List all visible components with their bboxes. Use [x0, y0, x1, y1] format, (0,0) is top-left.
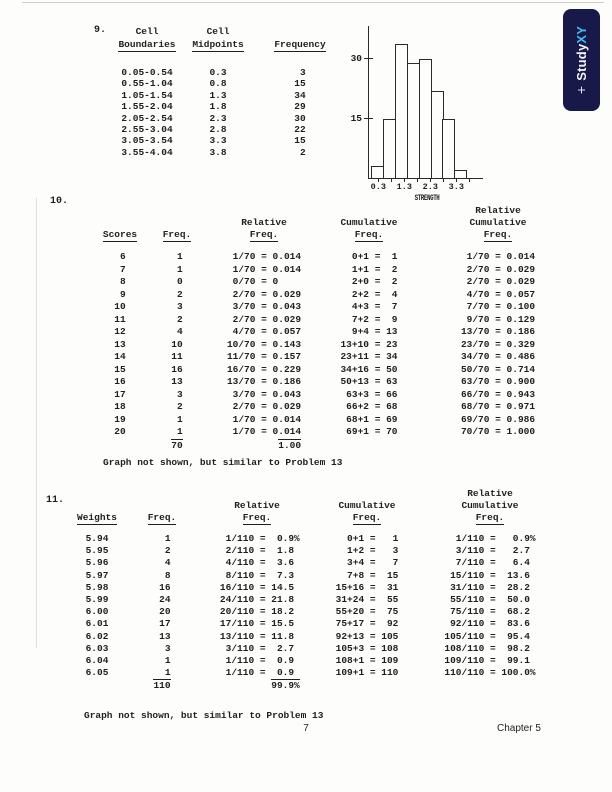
- scan-artifact-left: [36, 198, 37, 648]
- total-relative-frequency: 1.00: [278, 439, 302, 451]
- table-cell: 31+24 = 55: [335, 594, 399, 606]
- x-tick-label: 1.3: [396, 182, 412, 192]
- table-cell: 16: [153, 581, 171, 593]
- table-cell: 2.8: [209, 124, 227, 136]
- table-cell: 13: [153, 630, 171, 642]
- table-cell: 11/70 = 0.157: [226, 351, 302, 362]
- totals-row: [85, 439, 587, 453]
- header-row: [85, 205, 587, 217]
- table-cell: 7: [114, 263, 126, 275]
- table-cell: 15: [294, 78, 306, 90]
- table-cell: 3.05-3.54: [121, 135, 173, 147]
- x-tick: [443, 179, 444, 182]
- problem-11-number: 11.: [46, 495, 65, 506]
- table-cell: 0.05-0.54: [121, 67, 173, 78]
- header-row: [112, 38, 346, 52]
- table-row: [85, 414, 587, 427]
- table-cell: 50+13 = 63: [340, 376, 398, 387]
- table-cell: 4/70 = 0.057: [226, 326, 302, 337]
- table-cell: 34/70 = 0.486: [460, 351, 536, 362]
- table-cell: 5.95: [85, 545, 109, 557]
- header-row: [85, 229, 587, 242]
- table-cell: 2: [294, 146, 306, 158]
- table-cell: 15: [294, 135, 306, 147]
- table-cell: 20: [153, 606, 171, 618]
- table-cell: 15: [114, 363, 126, 375]
- table-cell: 75+17 = 92: [335, 618, 399, 630]
- table-cell: 13/110 = 11.8: [214, 630, 300, 642]
- header-cell: Freq.: [147, 512, 177, 523]
- table-cell: 13/70 = 0.186: [226, 376, 302, 387]
- table-cell: 1/110 = 0.9: [214, 667, 300, 679]
- table-cell: 109/110 = 99.1: [444, 655, 536, 667]
- table-cell: 1+1 = 2: [340, 263, 398, 275]
- table-row: [62, 570, 568, 582]
- header-row: [112, 25, 346, 38]
- table-cell: 109+1 = 110: [335, 667, 399, 679]
- header-cell: Cumulative: [469, 217, 527, 228]
- table-row: [85, 289, 587, 302]
- problem-10-number: 10.: [50, 196, 69, 207]
- table-cell: 1/110 = 0.9: [214, 655, 300, 667]
- table-cell: 2/70 = 0.029: [460, 263, 536, 275]
- table-cell: 2/70 = 0.029: [460, 276, 536, 287]
- table-cell: 30: [294, 112, 306, 124]
- table-cell: 69+1 = 70: [340, 426, 398, 437]
- table-cell: 110/110 = 100.0%: [444, 667, 536, 679]
- header-cell: Relative: [475, 205, 521, 216]
- table-cell: 2.3: [209, 112, 227, 124]
- table-row: [85, 339, 587, 352]
- table-cell: 1.55-2.04: [121, 101, 173, 113]
- table-cell: 13/70 = 0.186: [460, 326, 536, 337]
- table-cell: 1: [153, 667, 171, 679]
- table-cell: 10: [171, 338, 183, 350]
- header-cell: Relative: [467, 488, 513, 499]
- header-cell: Freq.: [483, 229, 513, 240]
- table-cell: 6.01: [85, 618, 109, 630]
- x-tick: [391, 179, 392, 182]
- table-cell: 2.05-2.54: [121, 112, 173, 124]
- table-cell: 18: [114, 401, 126, 412]
- x-tick: [417, 179, 418, 182]
- table-cell: 8: [114, 276, 126, 287]
- table-cell: 1.05-1.54: [121, 89, 173, 101]
- table-row: [85, 364, 587, 377]
- table-cell: 1/70 = 0.014: [226, 426, 302, 437]
- x-tick-label: 0.3: [370, 182, 386, 192]
- table-cell: 2+0 = 2: [340, 276, 398, 287]
- header-cell: Cell: [135, 26, 159, 37]
- table-cell: 1: [153, 655, 171, 667]
- studyxy-watermark-badge[interactable]: [563, 9, 600, 111]
- table-cell: 1: [171, 413, 183, 425]
- table-row: [112, 90, 346, 101]
- table-cell: 19: [114, 413, 126, 425]
- header-cell: Freq.: [354, 229, 384, 240]
- table-cell: 0.8: [209, 78, 227, 90]
- y-tick: [350, 53, 373, 64]
- table-cell: 1+2 = 3: [335, 545, 399, 557]
- page-number: 7: [303, 723, 309, 734]
- table-cell: 6.03: [85, 642, 109, 654]
- table-cell: 0+1 = 1: [335, 533, 399, 544]
- table-row: [112, 67, 346, 78]
- total-frequency: 110: [153, 680, 171, 692]
- table-cell: 3: [171, 301, 183, 312]
- table-cell: 15/110 = 13.6: [444, 569, 536, 581]
- graph-note-problem-10: Graph not shown, but similar to Problem 13: [103, 457, 343, 468]
- table-cell: 15+16 = 31: [335, 581, 399, 593]
- table-cell: 17: [153, 618, 171, 630]
- table-cell: 1.8: [209, 101, 227, 113]
- header-row: [62, 488, 568, 500]
- table-cell: 5.94: [85, 533, 109, 544]
- table-cell: 1.3: [209, 89, 227, 101]
- problem-9-table: [112, 25, 346, 158]
- table-row: [62, 631, 568, 643]
- table-cell: 6.00: [85, 606, 109, 618]
- table-cell: 63+3 = 66: [340, 388, 398, 400]
- header-row: [62, 500, 568, 512]
- table-cell: 2: [153, 545, 171, 557]
- graph-note-problem-11: Graph not shown, but similar to Problem 13: [84, 710, 324, 721]
- problem-11-table: [62, 488, 568, 693]
- table-cell: 70/70 = 1.000: [460, 426, 536, 437]
- table-cell: 11: [114, 313, 126, 325]
- histogram-bar: [454, 170, 467, 178]
- table-cell: 1/70 = 0.014: [226, 263, 302, 275]
- y-tick: [350, 113, 373, 124]
- table-cell: 105/110 = 95.4: [444, 630, 536, 642]
- studyxy-logo: [574, 26, 590, 94]
- plus-icon: +: [573, 85, 590, 95]
- table-body: [62, 533, 568, 679]
- table-cell: 6: [114, 251, 126, 262]
- table-cell: 24/110 = 21.8: [214, 594, 300, 606]
- table-row: [62, 655, 568, 667]
- chapter-label: Chapter 5: [497, 723, 541, 734]
- x-tick-label: 3.3: [448, 182, 464, 192]
- table-cell: 5.97: [85, 569, 109, 581]
- table-cell: 7+2 = 9: [340, 313, 398, 325]
- table-cell: 5.99: [85, 594, 109, 606]
- table-cell: 2: [171, 288, 183, 300]
- table-row: [85, 401, 587, 414]
- header-cell: Freq.: [352, 512, 382, 523]
- header-cell: Boundaries: [118, 39, 176, 50]
- table-cell: 3/70 = 0.043: [226, 301, 302, 312]
- table-row: [85, 351, 587, 364]
- table-row: [112, 101, 346, 112]
- strength-histogram: [350, 26, 500, 203]
- table-cell: 92/110 = 83.6: [444, 618, 536, 630]
- y-tick-label: 30: [350, 53, 362, 64]
- table-row: [62, 545, 568, 557]
- table-body: [85, 251, 587, 439]
- table-cell: 3+4 = 7: [335, 557, 399, 569]
- table-cell: 2: [171, 401, 183, 412]
- header-cell: Freq.: [162, 229, 192, 240]
- table-cell: 31/110 = 28.2: [444, 581, 536, 593]
- table-cell: 3: [153, 642, 171, 654]
- table-cell: 3.55-4.04: [121, 146, 173, 158]
- table-cell: 7/110 = 6.4: [444, 557, 536, 569]
- table-row: [85, 314, 587, 327]
- table-cell: 2/110 = 1.8: [214, 545, 300, 557]
- table-cell: 4+3 = 7: [340, 301, 398, 312]
- table-cell: 1/70 = 0.014: [226, 251, 302, 262]
- table-row: [112, 135, 346, 146]
- table-cell: 16/110 = 14.5: [214, 581, 300, 593]
- table-cell: 29: [294, 101, 306, 113]
- table-cell: 13: [171, 376, 183, 387]
- table-cell: 8/110 = 7.3: [214, 569, 300, 581]
- scan-artifact-top: [22, 2, 604, 3]
- table-row: [62, 667, 568, 679]
- table-cell: 108/110 = 98.2: [444, 642, 536, 654]
- table-row: [62, 557, 568, 569]
- table-cell: 75/110 = 68.2: [444, 606, 536, 618]
- table-cell: 66+2 = 68: [340, 401, 398, 412]
- table-cell: 9/70 = 0.129: [460, 313, 536, 325]
- table-cell: 1: [153, 533, 171, 544]
- header-cell: Cumulative: [340, 217, 398, 228]
- table-cell: 23+11 = 34: [340, 351, 398, 362]
- table-cell: 3.8: [209, 146, 227, 158]
- header-cell: Relative: [241, 217, 287, 228]
- table-row: [112, 78, 346, 89]
- table-cell: 68/70 = 0.971: [460, 401, 536, 412]
- table-row: [62, 618, 568, 630]
- table-cell: 3: [171, 388, 183, 400]
- table-cell: 4/110 = 3.6: [214, 557, 300, 569]
- table-row: [85, 389, 587, 402]
- header-cell: Relative: [234, 500, 280, 511]
- table-cell: 55+20 = 75: [335, 606, 399, 618]
- table-cell: 69/70 = 0.986: [460, 413, 536, 425]
- y-tick-label: 15: [350, 113, 362, 124]
- brand-xy: XY: [574, 25, 590, 44]
- table-cell: 92+13 = 105: [335, 630, 399, 642]
- table-row: [112, 147, 346, 158]
- table-body: [112, 67, 346, 158]
- table-row: [112, 113, 346, 124]
- table-cell: 0+1 = 1: [340, 251, 398, 262]
- table-cell: 13: [114, 338, 126, 350]
- table-row: [85, 301, 587, 314]
- header-cell: Weights: [77, 512, 117, 523]
- table-cell: 2+2 = 4: [340, 288, 398, 300]
- table-row: [85, 376, 587, 389]
- header-cell: Freq.: [242, 512, 272, 523]
- table-cell: 9: [114, 288, 126, 300]
- table-cell: 10: [114, 301, 126, 312]
- table-cell: 63/70 = 0.900: [460, 376, 536, 387]
- table-cell: 17/110 = 15.5: [214, 618, 300, 630]
- table-cell: 0.55-1.04: [121, 78, 173, 90]
- table-cell: 50/70 = 0.714: [460, 363, 536, 375]
- table-cell: 2.55-3.04: [121, 124, 173, 136]
- x-tick: [469, 179, 470, 182]
- table-cell: 3/110 = 2.7: [444, 545, 536, 557]
- histogram-x-label: STRENGTH: [414, 194, 440, 203]
- table-cell: 11: [171, 351, 183, 362]
- table-cell: 6.05: [85, 667, 109, 679]
- table-row: [62, 606, 568, 618]
- table-cell: 20/110 = 18.2: [214, 606, 300, 618]
- header-cell: Freq.: [249, 229, 279, 240]
- table-cell: 1/70 = 0.014: [226, 413, 302, 425]
- header-cell: [254, 25, 346, 38]
- table-cell: 6.02: [85, 630, 109, 642]
- table-cell: 1: [171, 426, 183, 437]
- table-cell: 55/110 = 50.0: [444, 594, 536, 606]
- table-row: [85, 264, 587, 277]
- table-cell: 34+16 = 50: [340, 363, 398, 375]
- table-row: [85, 276, 587, 289]
- table-cell: 22: [294, 124, 306, 136]
- table-cell: 14: [114, 351, 126, 362]
- table-cell: 2/70 = 0.029: [226, 401, 302, 412]
- header-cell: Scores: [102, 229, 138, 240]
- table-cell: 108+1 = 109: [335, 655, 399, 667]
- table-cell: 10/70 = 0.143: [226, 338, 302, 350]
- header-cell: Cumulative: [461, 500, 519, 511]
- x-tick-label: 2.3: [422, 182, 438, 192]
- table-cell: 1/110 = 0.9%: [214, 533, 300, 544]
- table-cell: 3.3: [209, 135, 227, 147]
- problem-10-table: [85, 205, 587, 452]
- table-cell: 1/70 = 0.014: [460, 251, 536, 262]
- header-cell: Cumulative: [338, 500, 396, 511]
- table-cell: 20: [114, 426, 126, 437]
- histogram-plot-area: [350, 26, 483, 179]
- header-cell: Freq.: [475, 512, 505, 523]
- table-cell: 16: [171, 363, 183, 375]
- table-cell: 16: [114, 376, 126, 387]
- table-cell: 23/70 = 0.329: [460, 338, 536, 350]
- header-cell: Frequency: [274, 39, 326, 50]
- table-cell: 6.04: [85, 655, 109, 667]
- header-row: [85, 217, 587, 229]
- table-row: [62, 594, 568, 606]
- table-cell: 3/70 = 0.043: [226, 388, 302, 400]
- total-frequency: 70: [171, 439, 183, 451]
- table-cell: 1: [171, 263, 183, 275]
- table-row: [62, 582, 568, 594]
- header-row: [62, 512, 568, 525]
- totals-row: [62, 679, 568, 692]
- table-cell: 0/70 = 0: [226, 276, 302, 287]
- table-cell: 7/70 = 0.100: [460, 301, 536, 312]
- table-cell: 68+1 = 69: [340, 413, 398, 425]
- table-cell: 1: [171, 251, 183, 262]
- table-cell: 34: [294, 89, 306, 101]
- table-cell: 3: [294, 67, 306, 78]
- table-cell: 13+10 = 23: [340, 338, 398, 350]
- table-row: [62, 533, 568, 545]
- table-cell: 17: [114, 388, 126, 400]
- table-row: [112, 124, 346, 135]
- header-cell: Midpoints: [192, 39, 244, 50]
- table-cell: 2/70 = 0.029: [226, 313, 302, 325]
- table-cell: 8: [153, 569, 171, 581]
- table-cell: 3/110 = 2.7: [214, 642, 300, 654]
- total-relative-frequency: 99.9%: [271, 680, 300, 692]
- table-cell: 4: [171, 326, 183, 337]
- table-cell: 2/70 = 0.029: [226, 288, 302, 300]
- table-cell: 16/70 = 0.229: [226, 363, 302, 375]
- table-cell: 12: [114, 326, 126, 337]
- table-row: [85, 426, 587, 439]
- table-cell: 1/110 = 0.9%: [444, 533, 536, 544]
- table-row: [85, 251, 587, 264]
- header-cell: Cell: [206, 26, 230, 37]
- problem-9-number: 9.: [94, 25, 107, 36]
- table-cell: 5.98: [85, 581, 109, 593]
- histogram-x-axis: [370, 179, 484, 194]
- table-cell: 7+8 = 15: [335, 569, 399, 581]
- histogram-bars: [371, 44, 466, 178]
- table-row: [85, 326, 587, 339]
- table-row: [62, 643, 568, 655]
- brand-study: Study: [574, 43, 590, 81]
- table-cell: 66/70 = 0.943: [460, 388, 536, 400]
- table-cell: 24: [153, 594, 171, 606]
- table-cell: 4/70 = 0.057: [460, 288, 536, 300]
- table-cell: 2: [171, 313, 183, 325]
- table-cell: 105+3 = 108: [335, 642, 399, 654]
- table-cell: 4: [153, 557, 171, 569]
- table-cell: 9+4 = 13: [340, 326, 398, 337]
- table-cell: 0.3: [209, 67, 227, 78]
- table-cell: 0: [171, 276, 183, 287]
- table-cell: 5.96: [85, 557, 109, 569]
